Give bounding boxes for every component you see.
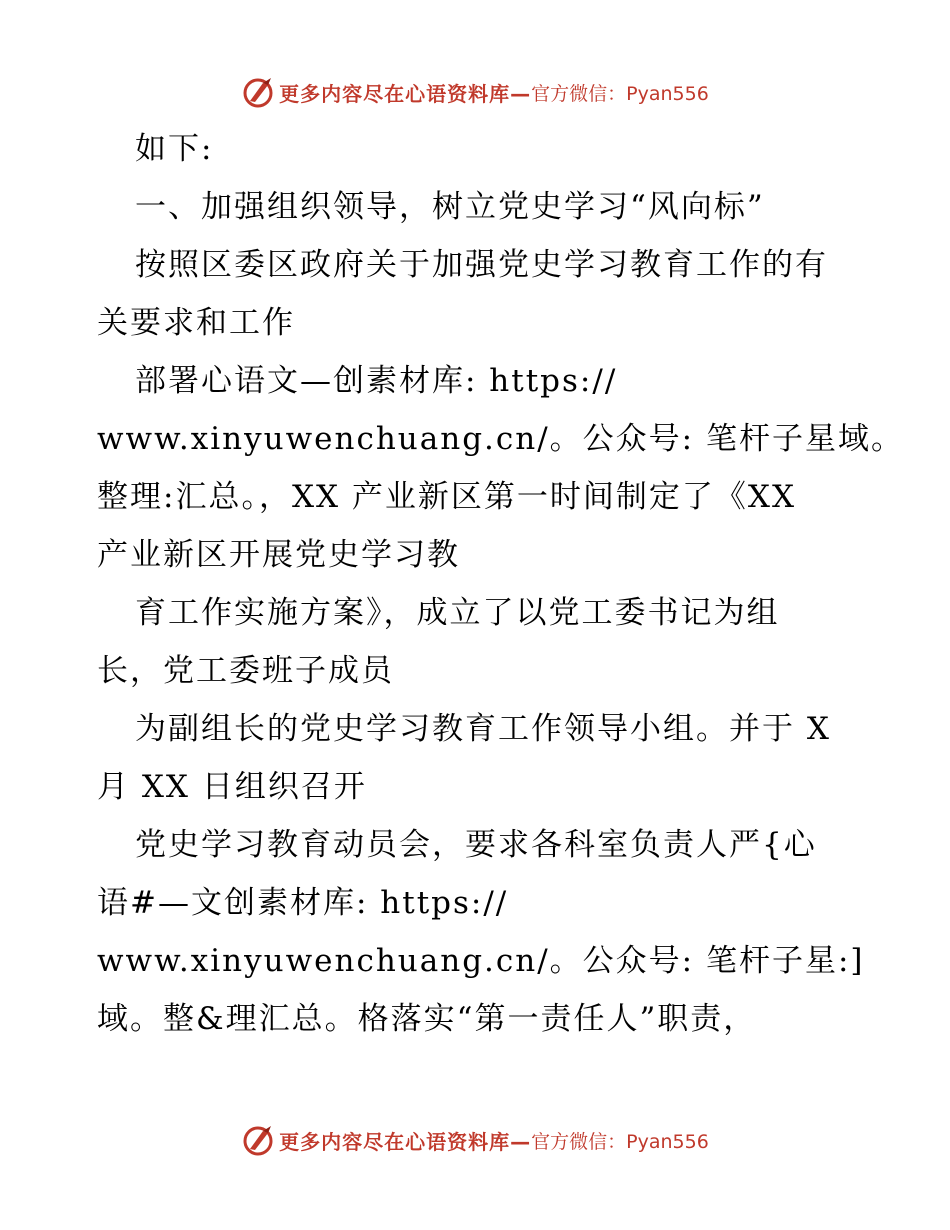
text-line: 部署心语文—创素材库: https:// [135,363,618,399]
text-line: 党史学习教育动员会，要求各科室负责人严{心 [135,827,817,863]
quill-logo-icon [241,75,275,109]
footer-banner [0,1120,950,1160]
text-line: 月 XX 日组织召开 [97,769,367,805]
quill-logo-icon [241,1123,275,1157]
header-banner [0,72,950,112]
text-line: 长，党工委班子成员 [97,653,394,689]
text-line: 按照区委区政府关于加强党史学习教育工作的有 [135,247,828,283]
text-line: 关要求和工作 [97,305,295,341]
text-line: 育工作实施方案》，成立了以党工委书记为组 [135,595,780,631]
footer-wechat-text: 官方微信：Pyan556 [531,1130,709,1153]
text-line: 域。整&理汇总。格落实“第一责任人”职责， [97,1001,757,1037]
text-line: 整理:汇总。，XX 产业新区第一时间制定了《XX [97,479,797,515]
header-brand-text: 更多内容尽在心语资料库— [279,81,532,106]
text-line: www.xinyuwenchuang.cn/。公众号: 笔杆子星:] [97,943,865,979]
text-line: 为副组长的党史学习教育工作领导小组。并于 X [135,711,831,747]
text-line: 语#—文创素材库: https:// [97,885,509,921]
text-line: www.xinyuwenchuang.cn/。公众号: 笔杆子星域。 [97,421,904,457]
document-body [97,120,904,1048]
text-line: 产业新区开展党史学习教 [97,537,460,573]
text-line: 如下: [135,131,214,167]
section-heading: 一、加强组织领导，树立党史学习“风向标” [135,189,765,225]
footer-brand-text: 更多内容尽在心语资料库— [279,1129,532,1154]
header-wechat-text: 官方微信：Pyan556 [531,82,709,105]
